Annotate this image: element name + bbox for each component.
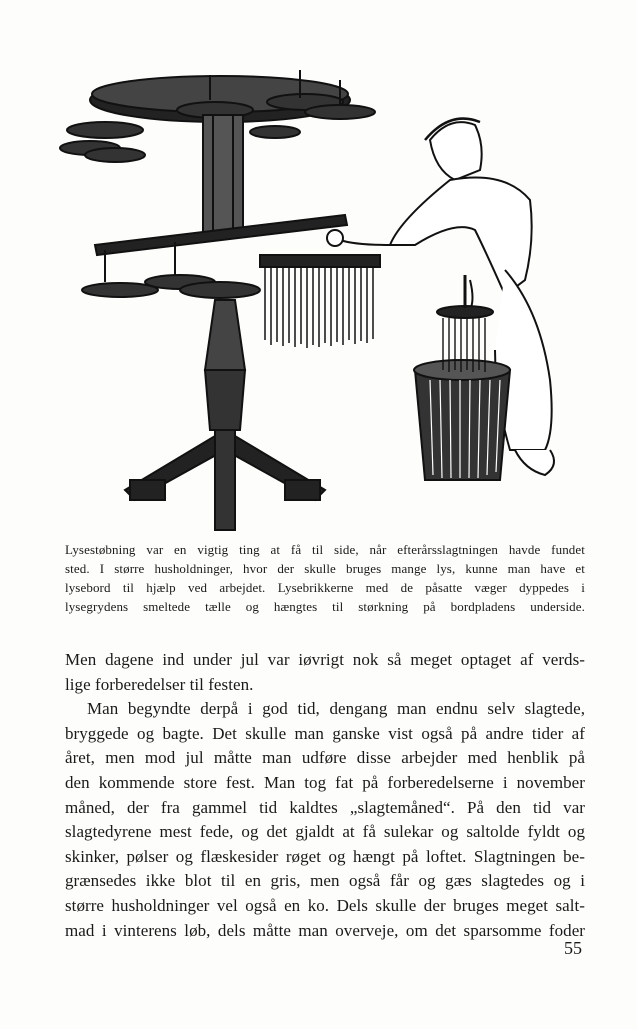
body-text <box>65 648 585 943</box>
body-line: den kommende store fest. Man tog fat på forberedelserne i november <box>65 772 585 792</box>
body-line: grænsedes ikke blot til en gris, men også får og gæs slagtedes og i <box>65 871 585 891</box>
caption-line: lysegrydens smeltede tælle og hængtes til størkning på bordpladens underside. <box>65 599 585 614</box>
body-line: lige forberedelser til festen. <box>65 674 254 694</box>
body-line: større husholdninger vel også en ko. Dels skulle der bruges meget salt- <box>65 895 585 915</box>
body-line: slagtedyrene mest fede, og det gjaldt at få sulekar og saltolde fyldt og <box>65 822 585 842</box>
caption-line: Lysestøbning var en vigtig ting at få til side, når efterårsslagtningen havde fundet <box>65 542 585 557</box>
body-line: måned, der fra gammel tid kaldtes „slagtemåned“. På den tid var <box>65 797 585 817</box>
caption-line: sted. I større husholdninger, hvor der skulle bruges mange lys, kunne man have et <box>65 561 585 576</box>
body-line: bryggede og bagte. Det skulle man ganske vist også på andre tider af <box>65 723 585 743</box>
page-number: 55 <box>564 938 582 958</box>
body-line: året, men mod jul måtte man udføre disse arbejder med henblik på <box>65 748 585 768</box>
body-line: Men dagene ind under jul var iøvrigt nok så meget optaget af verds- <box>65 650 585 669</box>
body-line: mad i vinterens løb, dels måtte man overveje, om det sparsomme foder <box>65 920 585 940</box>
candle-making-illustration <box>55 50 585 535</box>
body-line: Man begyndte derpå i god tid, dengang man endnu selv slagtede, <box>87 699 585 719</box>
body-line: skinker, pølser og flæskesider røget og hængt på loftet. Slagtningen be- <box>65 846 585 866</box>
figure-caption <box>65 540 585 616</box>
caption-line: lysebord til hjælp ved arbejdet. Lysebrikkerne med de påsatte væger dyppedes i <box>65 580 585 595</box>
